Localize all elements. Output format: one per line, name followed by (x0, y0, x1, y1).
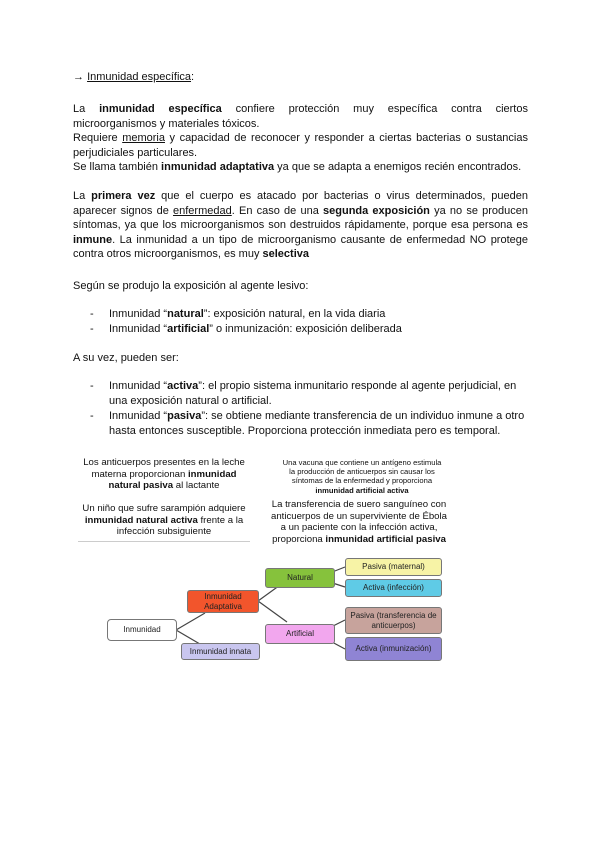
node-pasiva-maternal: Pasiva (maternal) (345, 558, 442, 576)
caption-artificial-active: Una vacuna que contiene un antígeno estimula la producción de anticuerpos sin causar los síntomas de la enfermedad y proporciona inmunidad artificial activa (282, 458, 442, 495)
node-inmunidad: Inmunidad (107, 619, 177, 641)
connector-line (258, 601, 287, 622)
node-activa-inmunizacion: Activa (inmunización) (345, 637, 442, 661)
node-adaptativa: Inmunidad Adaptativa (187, 590, 259, 613)
sentence-3: Se llama también inmunidad adaptativa ya que se adapta a enemigos recién encontrados. (73, 161, 522, 174)
section-title: Inmunidad específica (87, 71, 192, 83)
node-artificial: Artificial (265, 624, 335, 644)
node-activa-infeccion: Activa (infección) (345, 579, 442, 597)
paragraph-exposure: La primera vez que el cuerpo es atacado por bacterias o virus determinados, pueden aparecer signos de enfermedad. En caso de una segunda exposición ya no se producen síntomas, ya que los microorganismos son destruidos rápidamente, porque esa persona es inmune. La inmunidad a un tipo de microorganismo causante de enfermedad NO protege contra otros microorganismos, es muy selectiva (73, 190, 529, 261)
caption-artificial-passive: La transferencia de suero sanguíneo con anticuerpos de un superviviente de Ébola a un paciente con la infección activa, proporciona inmunidad artificial pasiva (270, 499, 447, 545)
paragraph-also: A su vez, pueden ser: (73, 352, 179, 364)
arrow-icon: → (73, 71, 84, 83)
sentence-2: Requiere memoria y capacidad de reconocer y responder a ciertas bacterias o sustancias perjudiciales particulares. (73, 132, 528, 159)
paragraph-according: Según se produjo la exposición al agente lesivo: (73, 280, 309, 292)
node-natural: Natural (265, 568, 335, 588)
section-heading: → Inmunidad específica: (73, 71, 195, 83)
node-pasiva-transferencia: Pasiva (transferencia de anticuerpos) (345, 607, 442, 634)
sentence-1: La inmunidad específica confiere protección muy específica contra ciertos microorganismos y materiales tóxicos. (73, 103, 528, 130)
caption-natural-active: Un niño que sufre sarampión adquiere inmunidad natural activa frente a la infección subsiguiente (78, 503, 250, 542)
node-innata: Inmunidad innata (181, 643, 260, 660)
connector-line (176, 613, 205, 630)
caption-natural-passive: Los anticuerpos presentes en la leche materna proporcionan inmunidad natural pasiva al lactante (83, 457, 245, 492)
